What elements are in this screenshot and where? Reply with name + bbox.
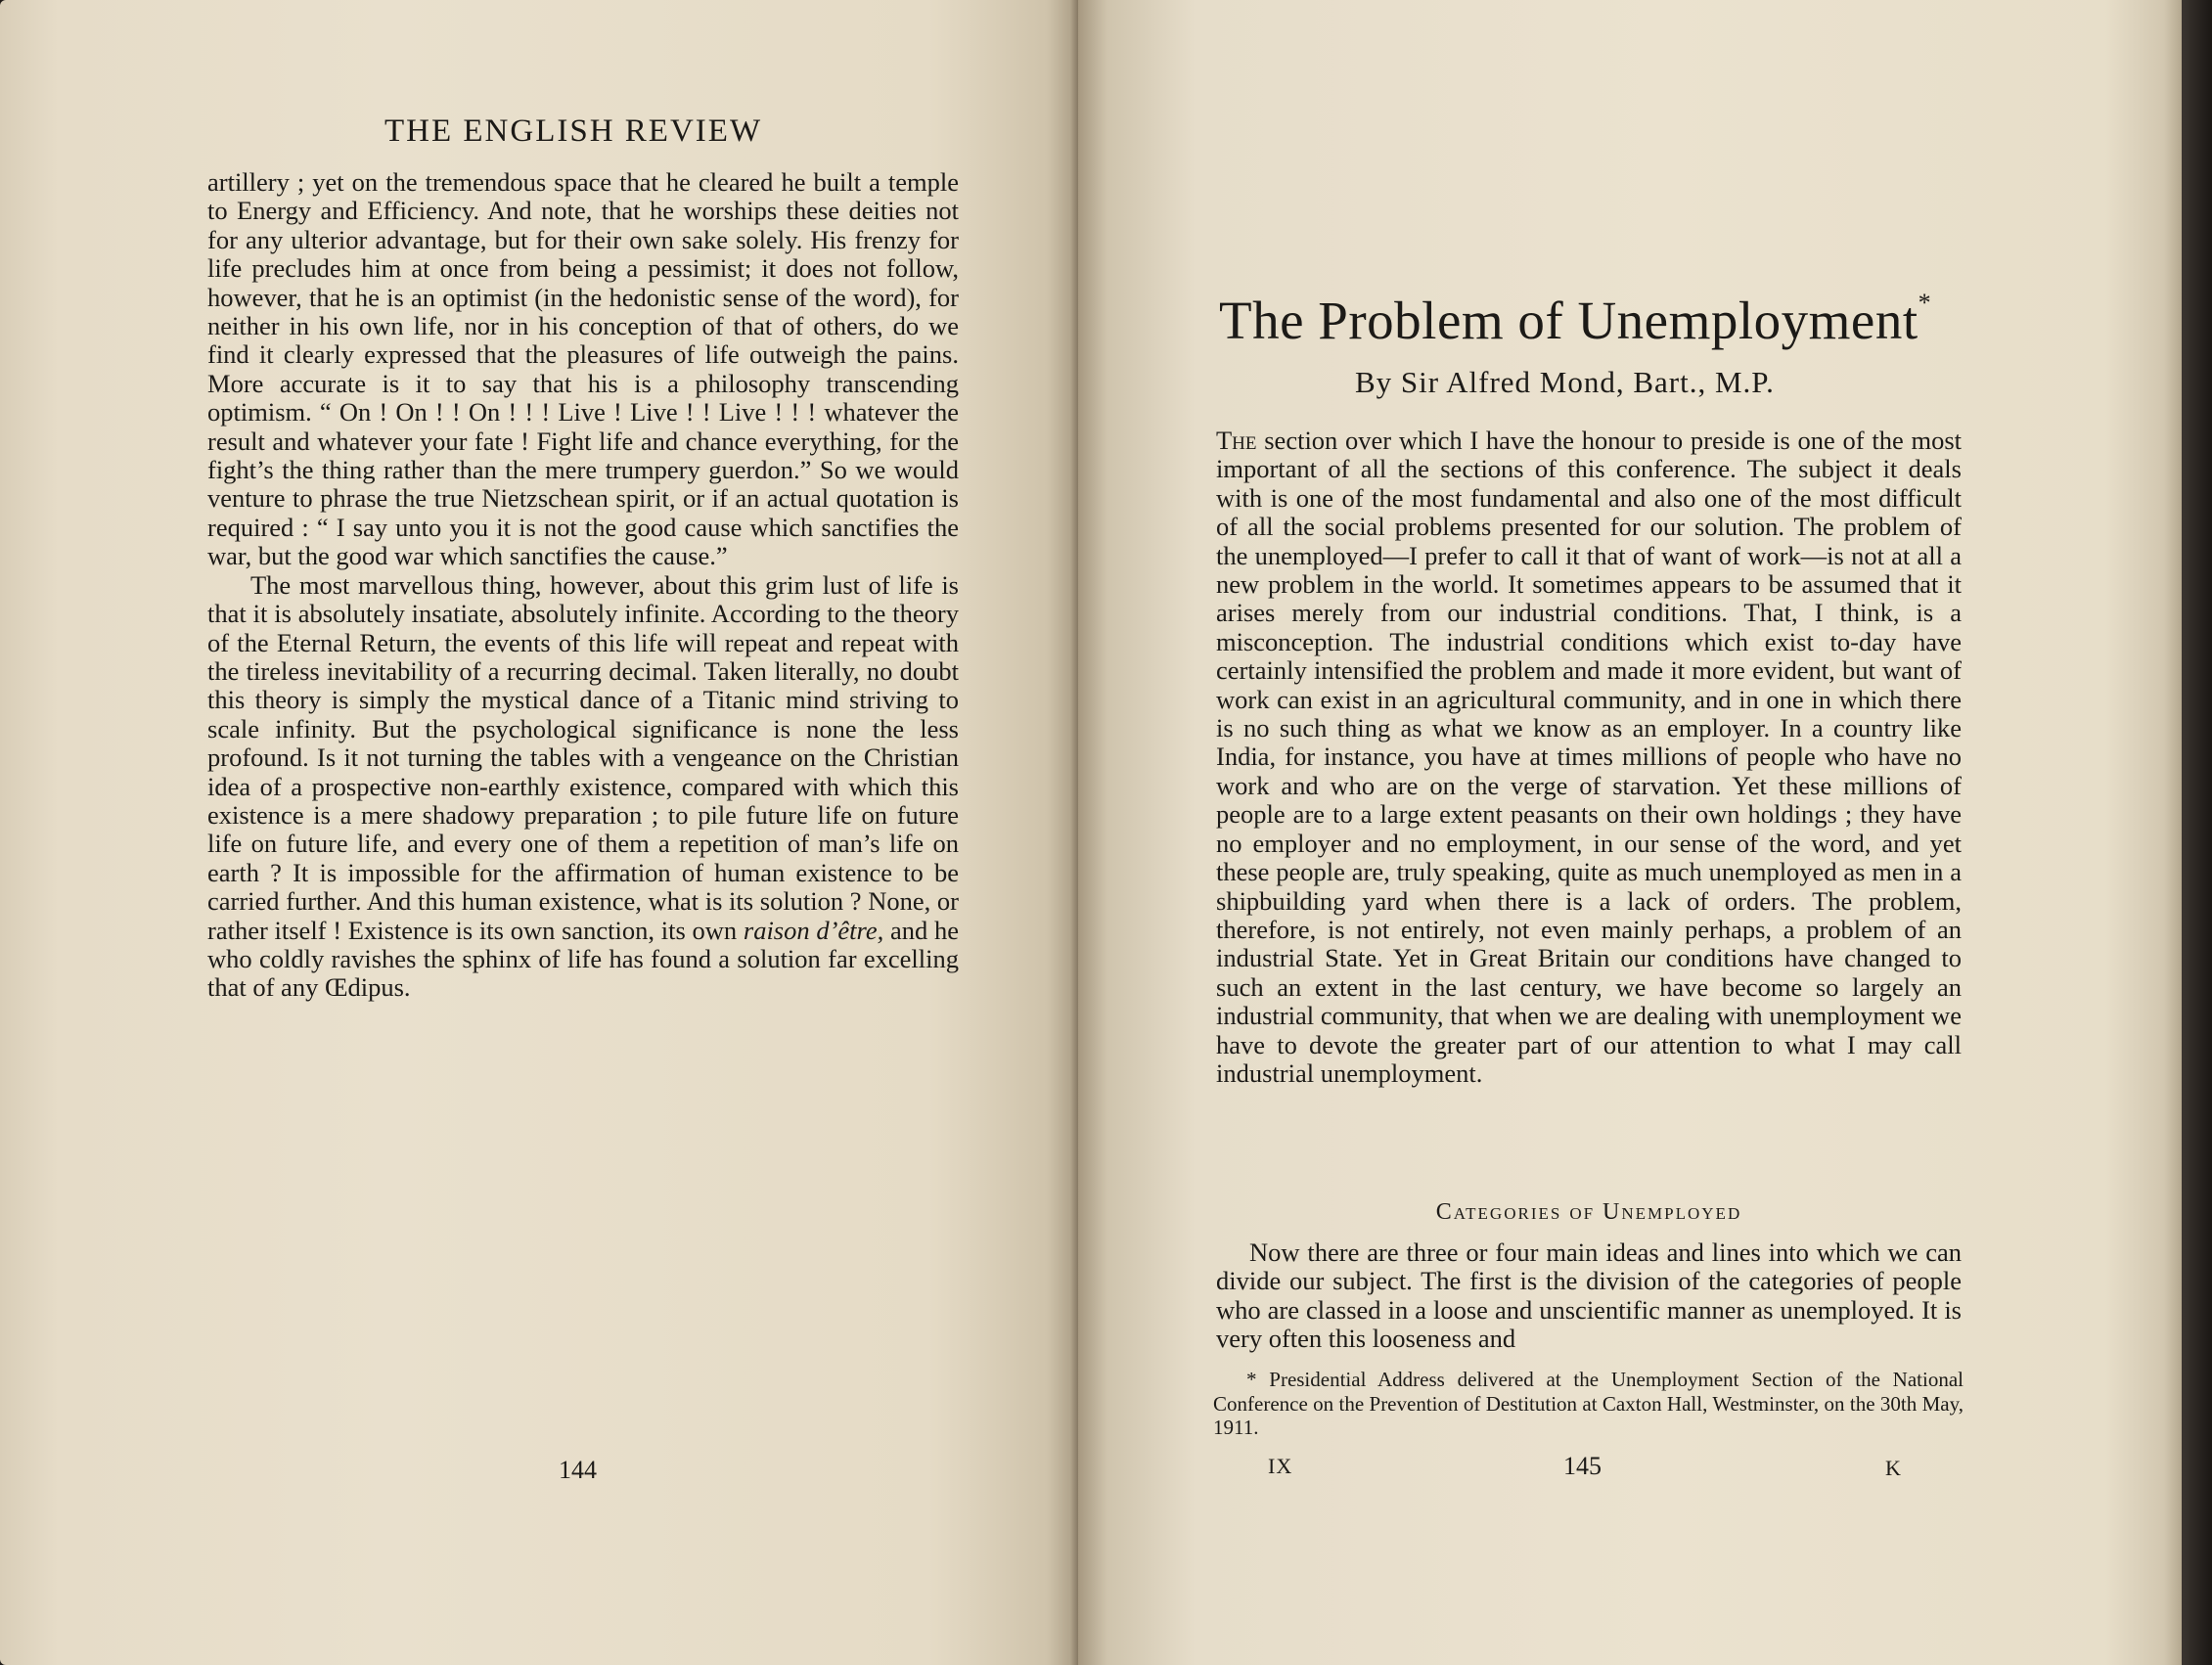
right-page-body <box>1216 427 1962 1088</box>
section-heading: Categories of Unemployed <box>1435 1199 1742 1225</box>
right-paragraph-2: Now there are three or four main ideas and lines into which we can divide our subject. The first is the division of the categories of people who are classed in a loose and unscientific manner as unemployed. It is very often this looseness and <box>1216 1238 1962 1354</box>
footnote-text: * Presidential Address delivered at the Unemployment Section of the National Conference on the Prevention of Destitution at Caxton Hall, Westminster, on the 30th May, 1911. <box>1213 1368 1964 1439</box>
footnote <box>1213 1368 1964 1440</box>
footnote-mark: * <box>1918 289 1932 317</box>
article-title-text: The Problem of Unemployment <box>1219 291 1919 350</box>
signature-mark-right: K <box>1885 1456 1901 1480</box>
signature-mark-left: IX <box>1268 1454 1293 1478</box>
page-number-left: 144 <box>559 1456 597 1484</box>
left-paragraph-2-text: The most marvellous thing, however, about this grim lust of life is that it is absolutely insatiate, absolutely infinite. According to the theory of the Eternal Return, the events of this life will repeat and repeat with the tireless inevitability of a recurring decimal. Taken literally, no doubt this theory is simply the mystical dance of a Titanic mind striving to scale infinity. But the psychological significance is none the less profound. Is it not turning the tables with a vengeance on the Christian idea of a prospective non-earthly existence, compared with which this existence is a mere shadowy preparation ; to pile future life on future life on future life, and every one of them a repetition of man’s life on earth ? It is impossible for the affirmation of human existence to be carried further. And this human existence, what is its solution ? None, or rather itself ! Existence is its own sanction, its own <box>207 569 959 945</box>
left-paragraph-2-end: and he who coldly ravishes the sphinx of life has found a solution far excelling that of any Œdipus. <box>207 915 959 1003</box>
right-page-body-2 <box>1216 1238 1962 1354</box>
running-head: THE ENGLISH REVIEW <box>384 113 763 149</box>
right-paragraph-1-text: section over which I have the honour to preside is one of the most important of all the sections of this conference. The subject it deals with is one of the most fundamental and also one of the most difficult of all the social problems presented for our solution. The problem of the unemployed—I prefer to call it that of want of work—is not at all a new problem in the world. It sometimes appears to be assumed that it arises merely from our industrial conditions. That, I think, is a misconception. The industrial conditions which exist to-day have certainly intensified the problem and made it more evident, but want of work can exist in an agricultural community, and in one in which there is no such thing as what we know as an employer. In a country like India, for instance, you have at times millions of people who have no work and who are on the verge of starvation. Yet these millions of people are to a large extent peasants on their own holdings ; they have no employer and no employment, in our sense of the word, and yet these people are, truly speaking, quite as much unemployed as men in a shipbuilding yard when there is a lack of orders. The problem, therefore, is not entirely, not even mainly perhaps, a problem of an industrial State. Yet in Great Britain our conditions have changed to such an extent in the last century, we have become so largely an industrial community, that when we are dealing with unemployment we have to devote the greater part of our attention to what I may call industrial unemployment. <box>1216 426 1962 1088</box>
left-page <box>0 0 1078 1665</box>
opening-word: The <box>1216 426 1257 455</box>
left-page-body <box>207 168 959 1003</box>
page-edge <box>2182 0 2212 1665</box>
article-title <box>1219 289 2002 351</box>
left-paragraph-2 <box>207 571 959 1003</box>
italic-phrase: raison d’être, <box>743 915 884 945</box>
right-paragraph-1 <box>1216 427 1962 1088</box>
left-paragraph-1: artillery ; yet on the tremendous space that he cleared he built a temple to Energy and Efficiency. And note, that he worships these deities not for any ulterior advantage, but for their own sake solely. His frenzy for life precludes him at once from being a pessimist; it does not follow, however, that he is an optimist (in the hedonistic sense of the word), for neither in his own life, nor in his conception of that of others, do we find it clearly expressed that the pleasures of life outweigh the pains. More accurate is it to say that his is a philosophy transcending optimism. “ On ! On ! ! On ! ! ! Live ! Live ! ! Live ! ! ! whatever the result and whatever your fate ! Fight life and chance everything, for the fight’s the thing rather than the mere trumpery guerdon.” So we would venture to phrase the true Nietzschean spirit, or if an actual quotation is required : “ I say unto you it is not the good cause which sanctifies the war, but the good war which sanctifies the cause.” <box>207 167 959 571</box>
page-number-right: 145 <box>1563 1452 1602 1480</box>
byline: By Sir Alfred Mond, Bart., M.P. <box>1355 365 1775 399</box>
